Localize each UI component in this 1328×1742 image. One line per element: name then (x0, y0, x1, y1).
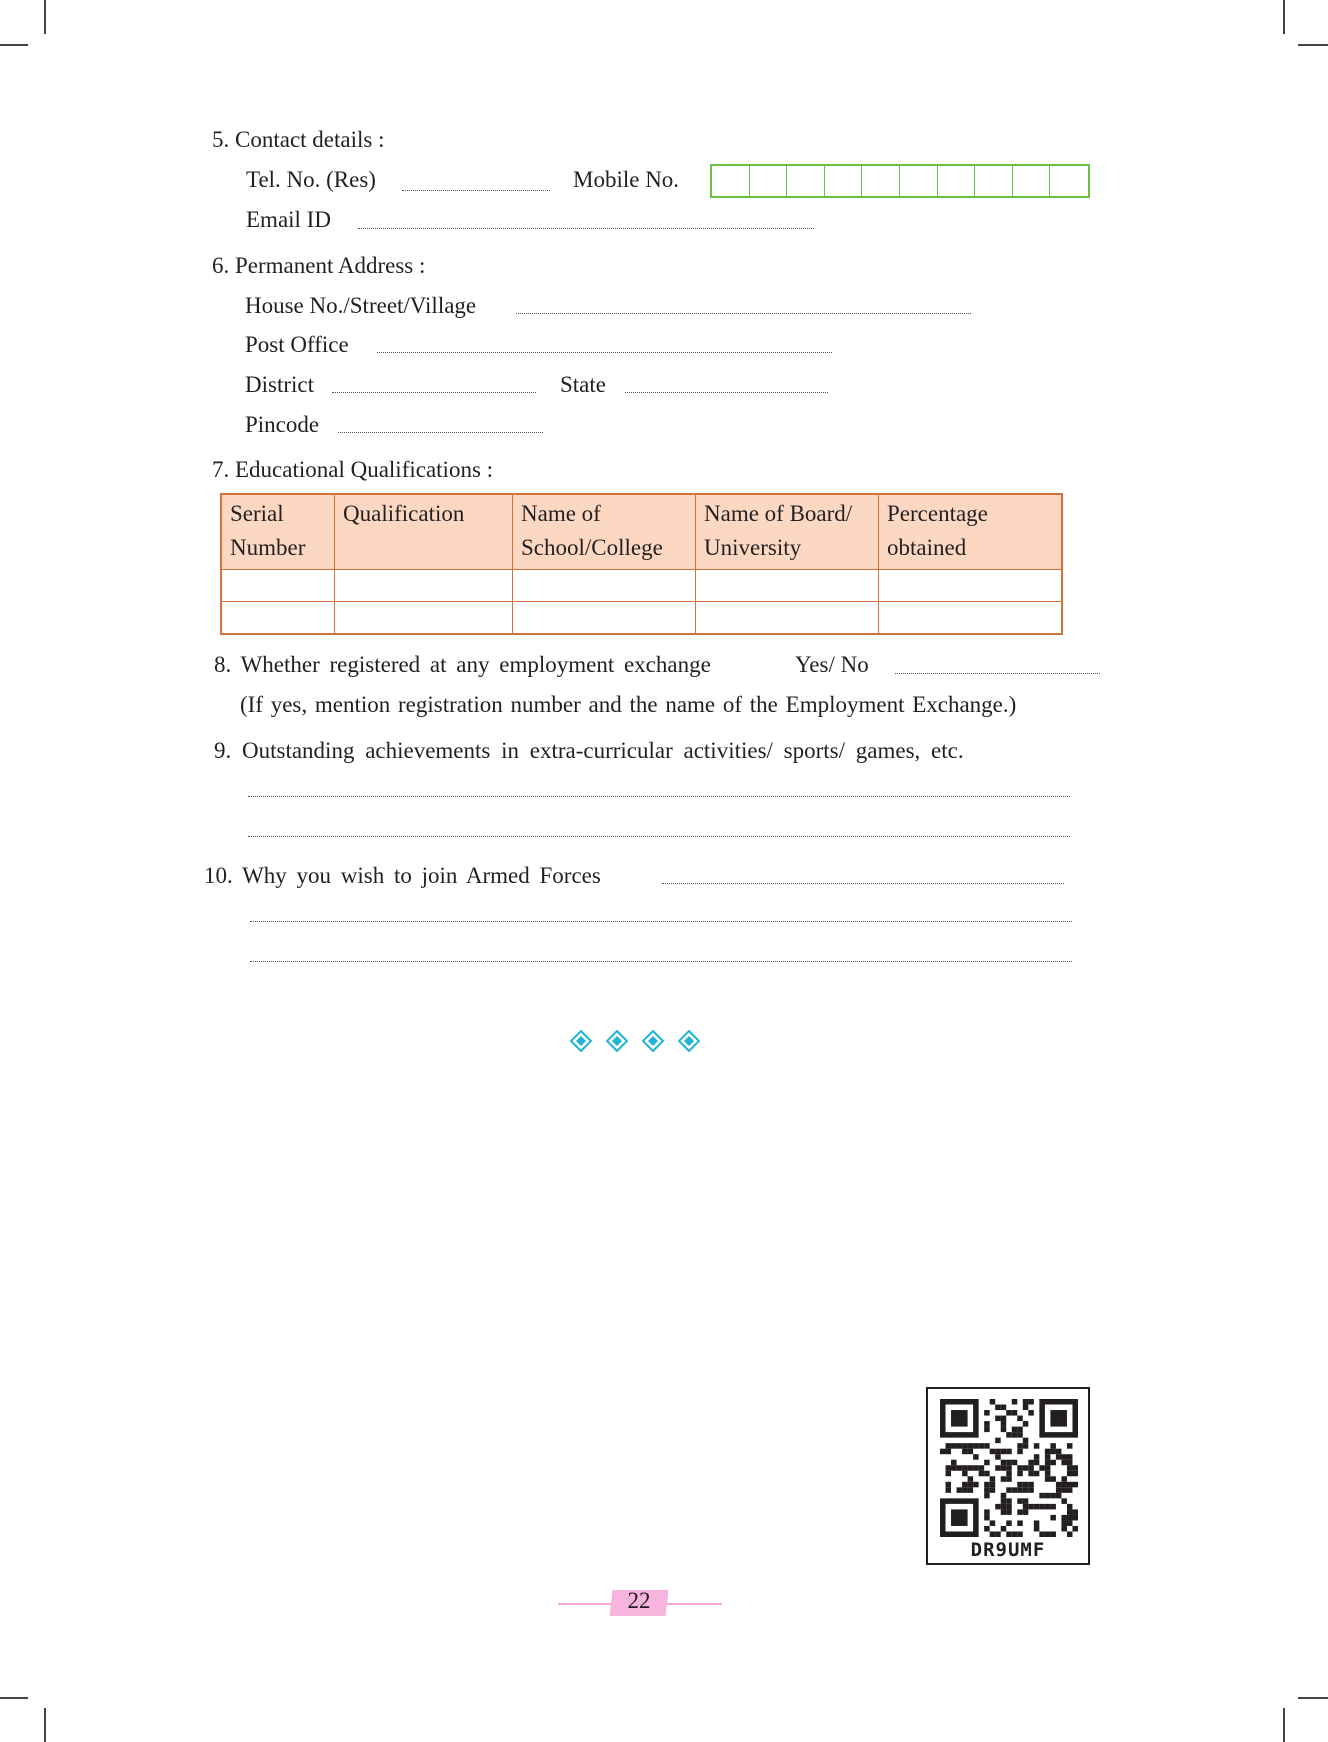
post-office-label: Post Office (245, 332, 349, 357)
section7-heading: 7. Educational Qualifications : (212, 457, 494, 482)
mobile-number-field[interactable] (710, 164, 1090, 198)
table-cell[interactable] (335, 602, 513, 635)
section5-heading: 5. Contact details : (212, 127, 385, 152)
section8-options: Yes/ No (795, 652, 869, 677)
diamond-icon (606, 1030, 628, 1052)
section8-question: 8. Whether registered at any employment exchange (214, 652, 711, 677)
table-cell[interactable] (513, 570, 696, 602)
table-cell[interactable] (221, 570, 335, 602)
crop-mark-top-left-v (44, 0, 46, 34)
pincode-label: Pincode (245, 412, 320, 437)
crop-mark-top-right-h (1298, 44, 1328, 46)
mobile-digit-box[interactable] (750, 166, 788, 196)
col-header-percentage: Percentage obtained (879, 494, 1063, 570)
post-office-field[interactable] (377, 352, 832, 353)
section9-question: 9. Outstanding achievements in extra-curricular activities/ sports/ games, etc. (214, 738, 964, 763)
table-cell[interactable] (221, 602, 335, 635)
armed-forces-line-1[interactable] (250, 921, 1072, 922)
page-number-line-left (558, 1603, 614, 1605)
armed-forces-line-0[interactable] (662, 883, 1064, 884)
email-field[interactable] (358, 228, 814, 229)
state-field[interactable] (625, 392, 828, 393)
section-divider-ornament (570, 1030, 700, 1052)
mobile-digit-box[interactable] (825, 166, 863, 196)
diamond-icon (642, 1030, 664, 1052)
table-cell[interactable] (513, 602, 696, 635)
col-header-serial: Serial Number (221, 494, 335, 570)
qr-code-text: DR9UMF (970, 1539, 1046, 1561)
qr-code-box[interactable] (926, 1387, 1090, 1565)
pincode-field[interactable] (338, 432, 543, 433)
crop-mark-bottom-left-v (44, 1708, 46, 1742)
house-label: House No./Street/Village (245, 293, 477, 318)
email-label: Email ID (246, 207, 331, 232)
district-field[interactable] (332, 392, 536, 393)
page-number-line-right (664, 1603, 722, 1605)
mobile-digit-box[interactable] (1013, 166, 1051, 196)
mobile-digit-box[interactable] (975, 166, 1013, 196)
mobile-digit-box[interactable] (1050, 166, 1088, 196)
house-field[interactable] (516, 313, 971, 314)
table-cell[interactable] (696, 570, 879, 602)
table-row (221, 602, 1062, 635)
mobile-digit-box[interactable] (862, 166, 900, 196)
col-header-qualification: Qualification (335, 494, 513, 570)
employment-exchange-field[interactable] (895, 673, 1100, 674)
tel-field[interactable] (402, 190, 550, 191)
section6-heading: 6. Permanent Address : (212, 253, 426, 278)
mobile-label: Mobile No. (573, 167, 680, 192)
mobile-digit-box[interactable] (712, 166, 750, 196)
table-cell[interactable] (696, 602, 879, 635)
diamond-icon (678, 1030, 700, 1052)
table-header-row (221, 494, 1062, 570)
achievements-line-2[interactable] (248, 836, 1070, 837)
page-number: 22 (627, 1588, 651, 1613)
district-label: District (245, 372, 314, 397)
achievements-line-1[interactable] (248, 796, 1070, 797)
table-cell[interactable] (879, 570, 1063, 602)
table-cell[interactable] (335, 570, 513, 602)
col-header-board: Name of Board/ University (696, 494, 879, 570)
crop-mark-top-right-v (1283, 0, 1285, 34)
col-header-school: Name of School/College (513, 494, 696, 570)
crop-mark-bottom-left-h (0, 1697, 28, 1699)
diamond-icon (570, 1030, 592, 1052)
tel-label: Tel. No. (Res) (246, 167, 376, 192)
state-label: State (560, 372, 606, 397)
section10-question: 10. Why you wish to join Armed Forces (204, 863, 601, 888)
qr-code-icon (940, 1399, 1078, 1537)
crop-mark-bottom-right-h (1298, 1697, 1328, 1699)
mobile-digit-box[interactable] (938, 166, 976, 196)
table-cell[interactable] (879, 602, 1063, 635)
education-table (220, 493, 1063, 635)
crop-mark-top-left-h (0, 44, 28, 46)
crop-mark-bottom-right-v (1283, 1708, 1285, 1742)
section8-note: (If yes, mention registration number and the name of the Employment Exchange.) (240, 692, 1017, 717)
table-row (221, 570, 1062, 602)
mobile-digit-box[interactable] (787, 166, 825, 196)
armed-forces-line-2[interactable] (250, 961, 1072, 962)
mobile-digit-box[interactable] (900, 166, 938, 196)
